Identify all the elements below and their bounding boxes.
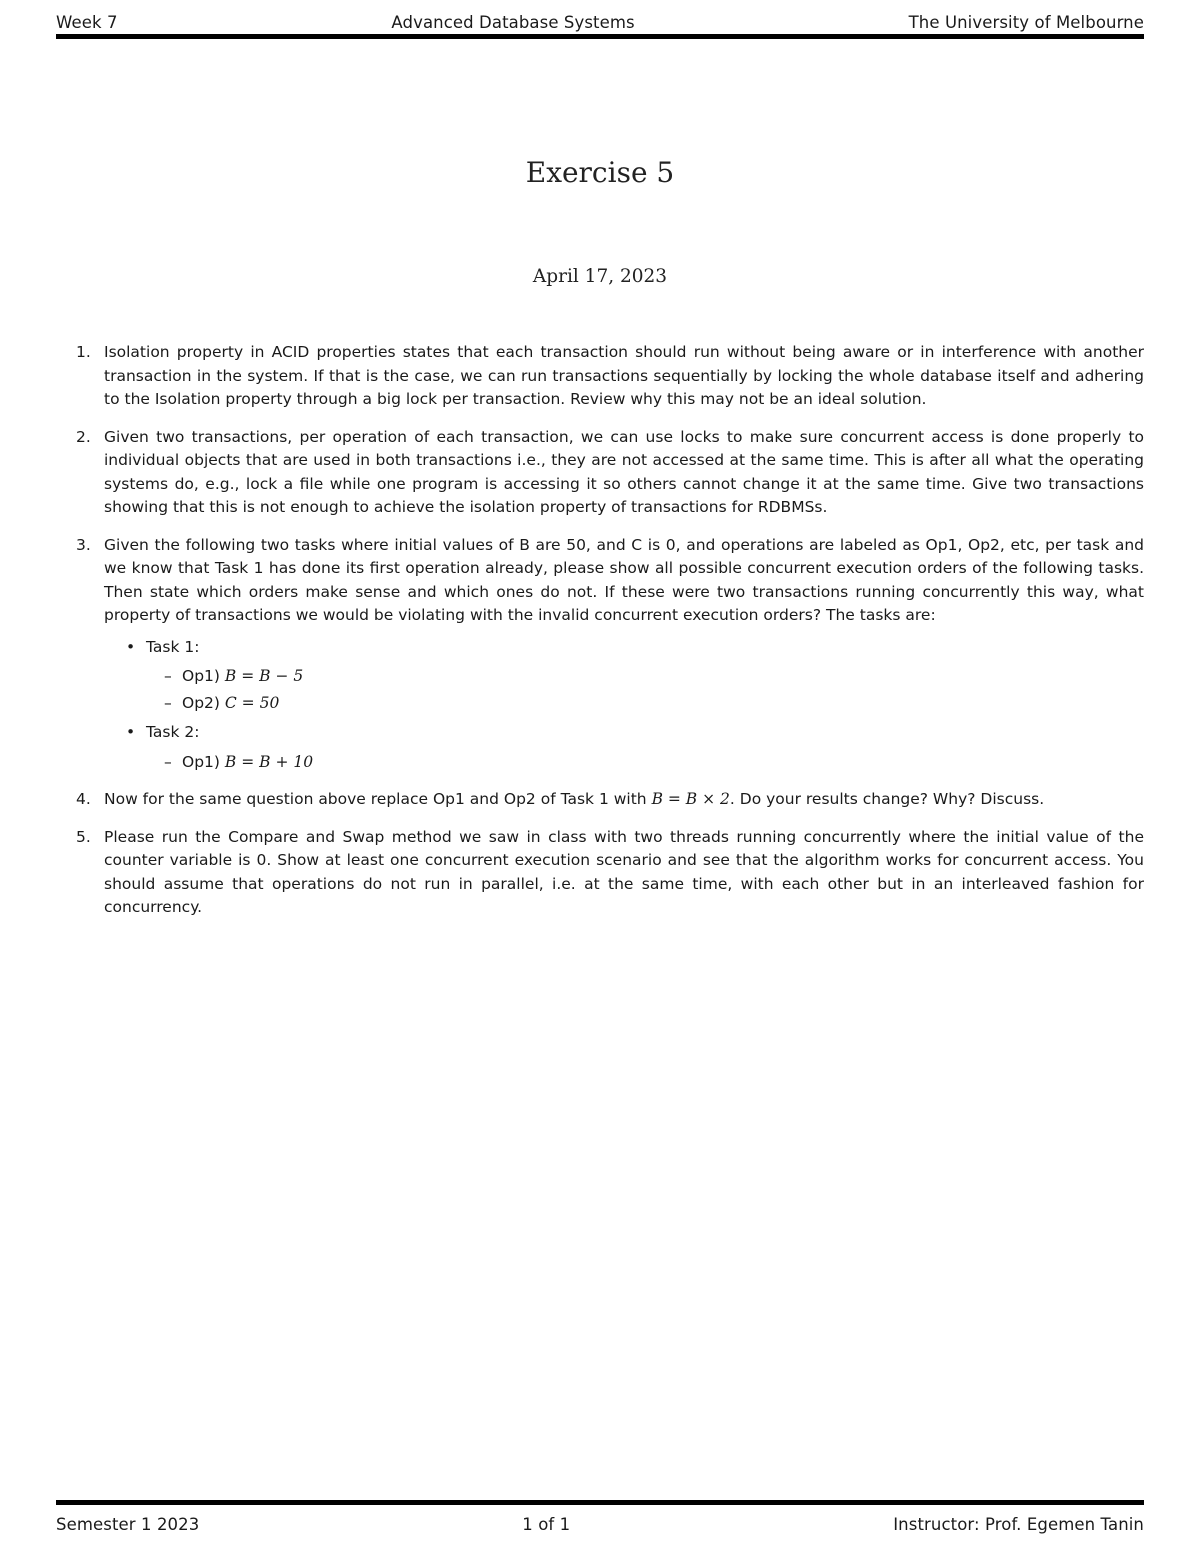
header-week: Week 7	[56, 13, 118, 32]
bullet-icon: •	[126, 637, 136, 656]
question-4	[76, 788, 1144, 812]
question-number: 5.	[76, 827, 91, 846]
question-number: 4.	[76, 790, 91, 808]
page-footer	[56, 1510, 1144, 1534]
question-text: Given two transactions, per operation of each transaction, we can use locks to make sure concurrent access is done properly to individual objects that are used in both transactions i.e., they are not accessed at the same time. This is after all what the operating systems do, e.g., lock a file while one program is accessing it so others cannot change it at the same time. Give two transactions showing that this is not enough to achieve the isolation property of transactions for RDBMSs.	[104, 427, 1144, 516]
question-2	[76, 426, 1144, 520]
question-3	[76, 534, 1144, 775]
footer-semester: Semester 1 2023	[56, 1515, 200, 1534]
op-expression: C = 50	[224, 693, 280, 712]
task-list	[104, 636, 1144, 775]
op-label: Op1)	[182, 752, 220, 771]
header-course: Advanced Database Systems	[391, 13, 635, 32]
dash-icon: –	[164, 752, 172, 771]
bullet-icon: •	[126, 723, 136, 741]
op-expression: B = B − 5	[224, 667, 304, 685]
op-label: Op2)	[182, 693, 220, 712]
question-text: Please run the Compare and Swap method we saw in class with two threads running concurrently where the initial value of the counter variable is 0. Show at least one concurrent execution scenario and see that the algorithm works for concurrent access. You should assume that operations do not run in parallel, i.e. at the same time, with each other but in an interleaved fashion for concurrency.	[104, 827, 1144, 916]
question-text: Given the following two tasks where initial values of B are 50, and C is 0, and operations are labeled as Op1, Op2, etc, per task and we know that Task 1 has done its first operation already, please show all possible concurrent execution orders of the following tasks. Then state which orders make sense and which ones do not. If these were two transactions running concurrently this way, what property of transactions we would be violating with the invalid concurrent execution orders? The tasks are:	[104, 535, 1144, 624]
task-2	[104, 721, 1144, 774]
task-label: Task 1:	[146, 637, 200, 656]
question-list	[76, 341, 1144, 934]
footer-page-number: 1 of 1	[522, 1515, 571, 1534]
op-expression: B = B + 10	[224, 752, 314, 771]
op-item	[146, 751, 1144, 775]
question-number: 2.	[76, 427, 91, 446]
question-number: 3.	[76, 535, 91, 554]
op-item	[146, 665, 1144, 689]
question-text-after: . Do your results change? Why? Discuss.	[729, 790, 1045, 808]
page-title: Exercise 5	[525, 156, 675, 189]
page-header	[56, 8, 1144, 32]
dash-icon: –	[164, 693, 172, 712]
op-item	[146, 692, 1144, 716]
dash-icon: –	[164, 667, 172, 685]
page-date: April 17, 2023	[532, 266, 668, 287]
question-text: Isolation property in ACID properties states that each transaction should run without being aware or in interference with another transaction in the system. If that is the case, we can run transactions sequentially by locking the whole database itself and adhering to the Isolation property through a big lock per transaction. Review why this may not be an ideal solution.	[104, 343, 1144, 408]
question-number: 1.	[76, 343, 91, 361]
question-expression: B = B × 2	[651, 790, 730, 808]
task-1	[104, 636, 1144, 716]
header-university: The University of Melbourne	[908, 13, 1144, 32]
footer-rule	[56, 1500, 1144, 1505]
question-text: Now for the same question above replace Op1 and Op2 of Task 1 with	[104, 790, 647, 808]
question-1	[76, 341, 1144, 412]
question-5	[76, 826, 1144, 920]
op-list	[146, 665, 1144, 715]
op-label: Op1)	[182, 667, 220, 685]
op-list	[146, 751, 1144, 775]
header-rule	[56, 34, 1144, 39]
task-label: Task 2:	[146, 723, 200, 741]
footer-instructor: Instructor: Prof. Egemen Tanin	[893, 1515, 1144, 1534]
